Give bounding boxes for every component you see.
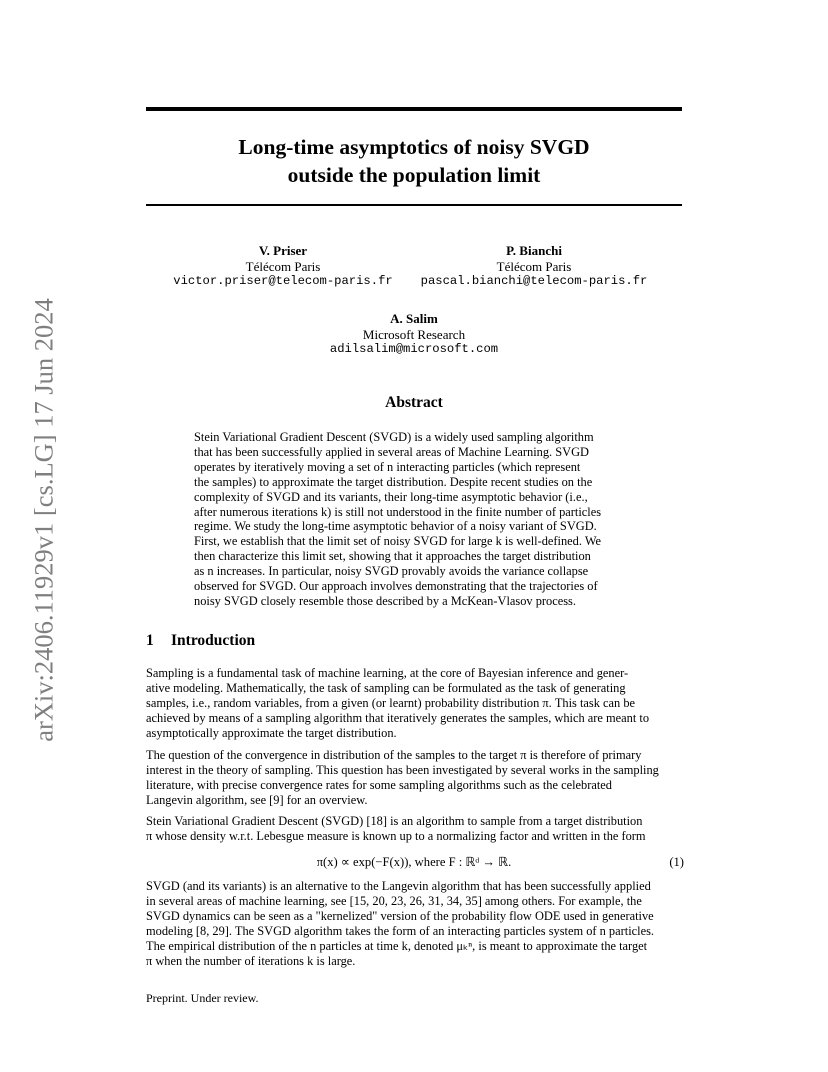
paragraph-line: Sampling is a fundamental task of machine learning, at the core of Bayesian inference and gener- (146, 666, 629, 680)
preprint-note: Preprint. Under review. (146, 991, 259, 1005)
paragraph-line: Langevin algorithm, see [9] for an overview. (146, 792, 368, 807)
paragraph-line: samples, i.e., random variables, from a given (or learnt) probability distribution π. This task can be (146, 695, 636, 710)
title-bottom-rule (146, 204, 682, 206)
section-title: Introduction (171, 632, 256, 649)
author-email[interactable]: pascal.bianchi@telecom-paris.fr (420, 274, 648, 288)
equation-body: π(x) ∝ exp(−F(x)), where F : ℝᵈ → ℝ. (316, 855, 512, 869)
abstract-line: that has been successfully applied in several areas of Machine Learning. SVGD (194, 444, 589, 459)
intro-paragraph (146, 814, 684, 844)
author-block (418, 243, 650, 290)
abstract-line: observed for SVGD. Our approach involves demonstrating that the trajectories of (194, 579, 598, 594)
author-affiliation: Télécom Paris (496, 258, 572, 274)
paragraph-line: The empirical distribution of the n particles at time k, denoted μₖⁿ, is meant to approximate the target (146, 938, 648, 953)
author-email[interactable]: victor.priser@telecom-paris.fr (173, 274, 393, 288)
title-line: Long-time asymptotics of noisy SVGD (238, 135, 590, 159)
abstract-body (194, 430, 634, 609)
abstract-line: regime. We study the long-time asymptotic behavior of a noisy variant of SVGD. (194, 519, 597, 534)
paragraph-line: π when the number of iterations k is large. (146, 953, 356, 968)
paper-title (146, 133, 682, 189)
intro-paragraph (146, 748, 684, 808)
abstract-line: as n increases. In particular, noisy SVGD provably avoids the variance collapse (194, 564, 589, 579)
paragraph-line: SVGD (and its variants) is an alternative to the Langevin algorithm that has been successfully applied (146, 879, 651, 893)
paragraph-line: modeling [8, 29]. The SVGD algorithm takes the form of an interacting particles system of n particles. (146, 923, 655, 938)
author-affiliation: Télécom Paris (245, 258, 321, 274)
intro-paragraph (146, 666, 684, 741)
paragraph-line: achieved by means of a sampling algorithm that iteratively generates the samples, which are meant to (146, 710, 650, 725)
section-number: 1 (146, 632, 154, 649)
author-block (314, 311, 514, 358)
abstract-line: operates by iteratively moving a set of n interacting particles (which represent (194, 459, 581, 474)
paragraph-line: interest in the theory of sampling. This question has been investigated by several works in the sampling (146, 762, 659, 777)
abstract-line: First, we establish that the limit set of noisy SVGD for large k is well-defined. We (194, 534, 602, 549)
abstract-line: after numerous iterations k) is still not understood in the finite number of particles (194, 504, 602, 519)
abstract-line: Stein Variational Gradient Descent (SVGD) is a widely used sampling algorithm (194, 430, 594, 444)
paragraph-line: The question of the convergence in distribution of the samples to the target π is therefore of primary (146, 748, 642, 762)
author-name: V. Priser (258, 243, 308, 258)
paragraph-line: π whose density w.r.t. Lebesgue measure is known up to a normalizing factor and written in the form (146, 828, 646, 843)
arxiv-identifier-stamp: arXiv:2406.11929v1 [cs.LG] 17 Jun 2024 (28, 298, 59, 742)
title-line: outside the population limit (287, 163, 541, 187)
section-heading (146, 632, 255, 650)
author-email[interactable]: adilsalim@microsoft.com (329, 342, 499, 356)
equation-number: (1) (669, 855, 684, 869)
paragraph-line: SVGD dynamics can be seen as a "kernelized" version of the probability flow ODE used in generative (146, 908, 654, 923)
paragraph-line: Stein Variational Gradient Descent (SVGD) [18] is an algorithm to sample from a target distribution (146, 814, 643, 828)
paragraph-line: asymptotically approximate the target distribution. (146, 725, 397, 740)
abstract-line: complexity of SVGD and its variants, their long-time asymptotic behavior (i.e., (194, 489, 588, 504)
author-affiliation: Microsoft Research (362, 326, 466, 342)
abstract-heading: Abstract (385, 394, 443, 411)
intro-paragraph (146, 879, 684, 968)
author-name: P. Bianchi (506, 243, 562, 258)
author-block (170, 243, 396, 290)
abstract-line: noisy SVGD closely resemble those described by a McKean-Vlasov process. (194, 593, 576, 608)
abstract-line: the samples) to approximate the target distribution. Despite recent studies on the (194, 474, 593, 489)
paragraph-line: literature, with precise convergence rates for some sampling algorithms such as the celebrated (146, 777, 612, 792)
author-name: A. Salim (390, 311, 438, 326)
top-rule (146, 107, 682, 111)
abstract-line: then characterize this limit set, showing that it approaches the target distribution (194, 549, 591, 564)
paragraph-line: in several areas of machine learning, see [15, 20, 23, 26, 31, 34, 35] among others. For example, the (146, 893, 642, 908)
paragraph-line: ative modeling. Mathematically, the task of sampling can be formulated as the task of generating (146, 680, 626, 695)
